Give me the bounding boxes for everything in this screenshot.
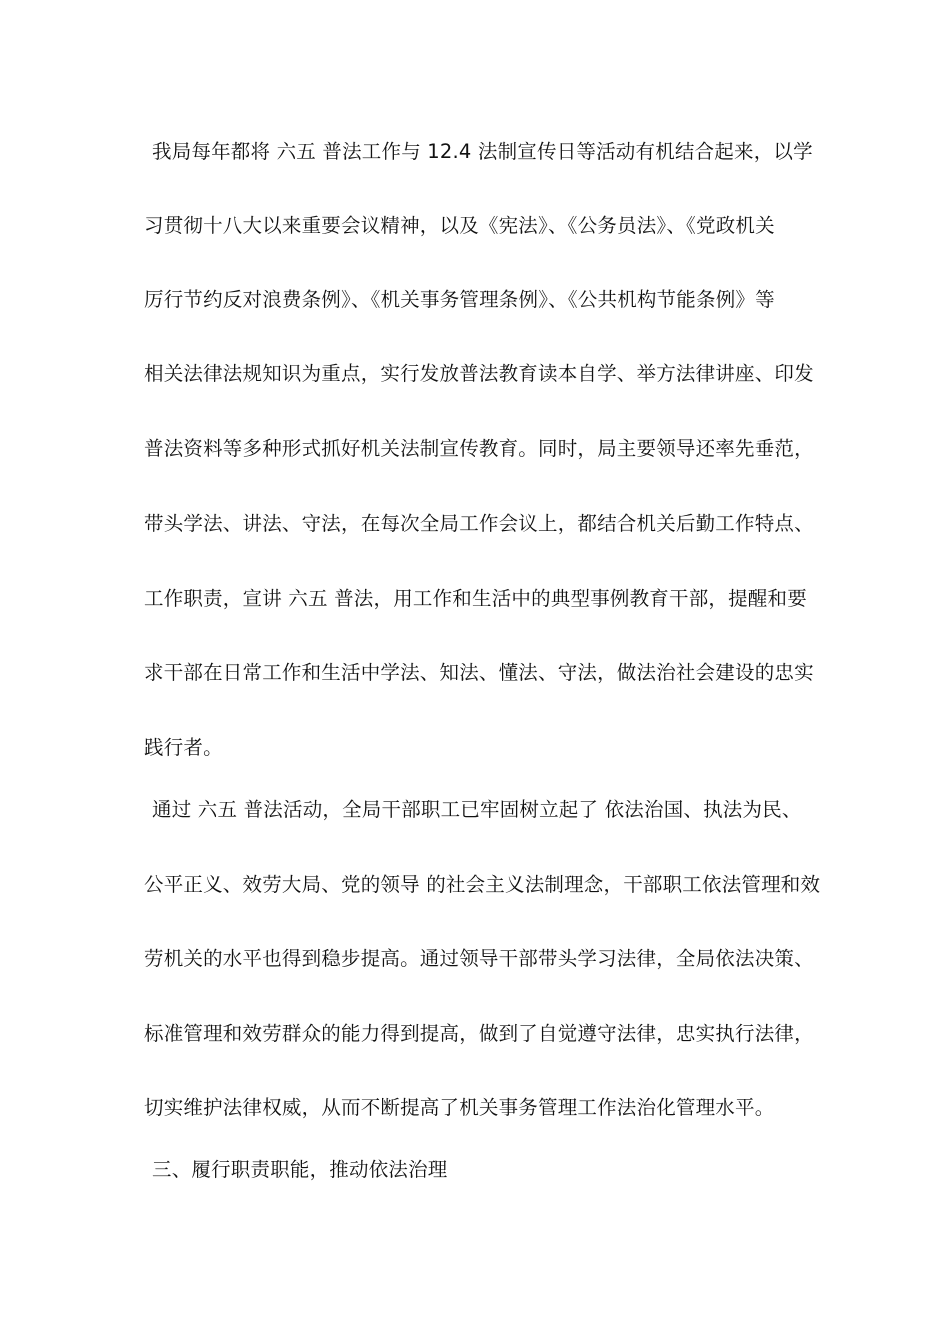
paragraph-1-line-3: 厉行节约反对浪费条例》、《机关事务管理条例》、《公共机构节能条例》等: [144, 288, 775, 311]
paragraph-1-line-9: 践行者。: [144, 736, 223, 759]
paragraph-1-line-4: 相关法律法规知识为重点，实行发放普法教育读本自学、举方法律讲座、印发: [144, 362, 814, 385]
section-heading: 三、履行职责职能，推动依法治理: [152, 1158, 448, 1181]
paragraph-1-line-5: 普法资料等多种形式抓好机关法制宣传教育。同时，局主要领导还率先垂范，: [144, 437, 814, 460]
paragraph-1-line-6: 带头学法、讲法、守法，在每次全局工作会议上，都结合机关后勤工作特点、: [144, 512, 814, 535]
paragraph-2-line-4: 标准管理和效劳群众的能力得到提高，做到了自觉遵守法律，忠实执行法律，: [144, 1022, 814, 1045]
paragraph-2-line-5: 切实维护法律权威，从而不断提高了机关事务管理工作法治化管理水平。: [144, 1096, 775, 1119]
paragraph-1-line-2: 习贯彻十八大以来重要会议精神，以及《宪法》、《公务员法》、《党政机关: [144, 214, 775, 237]
paragraph-1-line-1: 我局每年都将 六五 普法工作与 12.4 法制宣传日等活动有机结合起来，以学: [152, 140, 813, 163]
paragraph-2-line-1: 通过 六五 普法活动，全局干部职工已牢固树立起了 依法治国、执法为民、: [152, 798, 802, 821]
paragraph-1-line-8: 求干部在日常工作和生活中学法、知法、懂法、守法，做法治社会建设的忠实: [144, 661, 814, 684]
paragraph-2-line-3: 劳机关的水平也得到稳步提高。通过领导干部带头学习法律，全局依法决策、: [144, 947, 814, 970]
paragraph-2-line-2: 公平正义、效劳大局、党的领导 的社会主义法制理念，干部职工依法管理和效: [144, 873, 821, 896]
paragraph-1-line-7: 工作职责，宣讲 六五 普法，用工作和生活中的典型事例教育干部，提醒和要: [144, 587, 807, 610]
